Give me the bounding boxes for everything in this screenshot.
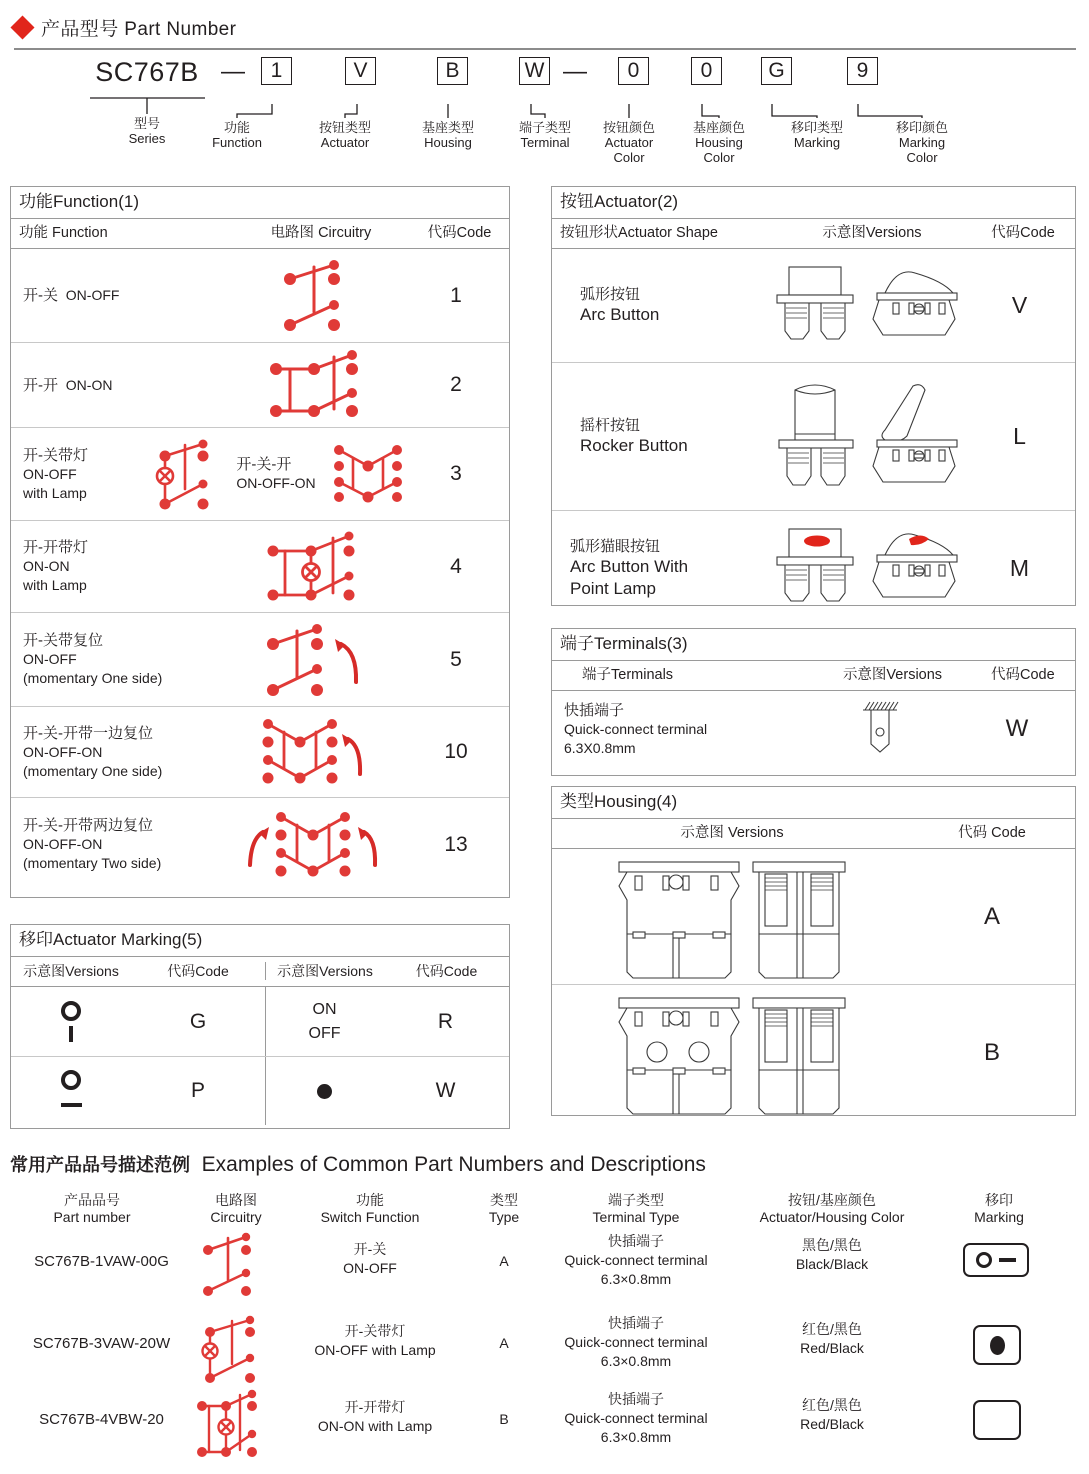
table-row bbox=[11, 428, 509, 521]
point-lamp-indicator bbox=[804, 536, 830, 547]
example-terminal: 快插端子 Quick-connect terminal 6.3×0.8mm bbox=[564, 1233, 708, 1287]
circuit-diagram-on-off-on bbox=[329, 428, 406, 520]
table-row bbox=[552, 849, 1075, 985]
example-function: 开-关带灯 ON-OFF with Lamp bbox=[314, 1323, 436, 1358]
example-terminal: 快插端子 Quick-connect terminal 6.3×0.8mm bbox=[564, 1391, 708, 1445]
examples-title-cn: 常用产品品号描述范例 bbox=[10, 1155, 190, 1175]
pn-series: SC767B bbox=[95, 57, 199, 87]
example-color: 红色/黑色 Red/Black bbox=[800, 1397, 864, 1432]
function-label: 开-关带灯 ON-OFF with Lamp bbox=[23, 446, 88, 501]
actuator-table-title: 按钮Actuator(2) bbox=[552, 187, 1075, 219]
pn-token-function: 1 bbox=[261, 57, 292, 85]
function-label: 开-关 ON-OFF bbox=[23, 287, 120, 304]
housing-drawing-a bbox=[552, 849, 912, 984]
part-number-breakdown bbox=[0, 52, 1089, 172]
circuit-diagram-on-off-mom1 bbox=[226, 613, 406, 706]
function-code: 13 bbox=[444, 832, 468, 856]
col-header-versions: 示意图 Versions bbox=[680, 825, 784, 841]
legend-terminal: 端子类型 Terminal bbox=[518, 120, 571, 150]
function-table bbox=[10, 186, 510, 898]
marking-table-header-row bbox=[11, 957, 509, 987]
terminal-drawing bbox=[797, 691, 962, 767]
ex-col-header-marking: 移印 Marking bbox=[974, 1192, 1024, 1225]
marking-symbol-filled-dot bbox=[265, 1057, 383, 1125]
marking-text-off: OFF bbox=[308, 1024, 341, 1042]
example-marking-circle-dash bbox=[963, 1243, 1029, 1277]
pn-token-terminal: W bbox=[519, 57, 550, 85]
col-header-code-left: 代码Code bbox=[167, 963, 229, 979]
example-part-number: SC767B-3VAW-20W bbox=[32, 1335, 171, 1352]
part-number-string bbox=[0, 52, 1089, 92]
marking-symbol-on-off bbox=[265, 987, 383, 1056]
actuator-drawing-arc bbox=[767, 249, 967, 362]
marking-symbol-circle-bar bbox=[11, 987, 131, 1056]
pn-token-actuator: V bbox=[345, 57, 376, 85]
ex-col-header-type: 类型 Type bbox=[488, 1192, 520, 1225]
pn-token-marking-color: 9 bbox=[847, 57, 878, 85]
function-label: 开-开带灯 ON-ON with Lamp bbox=[23, 539, 88, 593]
dash-icon bbox=[999, 1258, 1016, 1262]
table-row bbox=[11, 987, 509, 1057]
function-label: 开-关-开带一边复位 ON-OFF-ON (momentary One side) bbox=[23, 724, 163, 779]
example-marking-blank bbox=[973, 1400, 1021, 1440]
function-label: 开-关带复位 ON-OFF (momentary One side) bbox=[23, 632, 163, 686]
examples-title bbox=[10, 1152, 706, 1178]
circuit-diagram-on-off-lamp bbox=[151, 428, 223, 520]
housing-table-header-row bbox=[552, 819, 1075, 849]
marking-table-title: 移印Actuator Marking(5) bbox=[11, 925, 509, 957]
col-header-versions: 示意图Versions bbox=[842, 667, 943, 683]
table-row bbox=[11, 249, 509, 343]
col-header-versions: 示意图Versions bbox=[822, 225, 922, 241]
function-label: 开-关-开带两边复位 ON-OFF-ON (momentary Two side) bbox=[23, 817, 162, 871]
col-header-code: 代码 Code bbox=[958, 825, 1026, 841]
terminal-label: 快插端子 Quick-connect terminal 6.3X0.8mm bbox=[564, 701, 708, 756]
legend-housing-color: 基座颜色 Housing Color bbox=[692, 120, 745, 165]
marking-code-right: R bbox=[437, 1009, 454, 1033]
example-function: 开-关 ON-OFF bbox=[343, 1241, 397, 1276]
col-header-code: 代码Code bbox=[427, 225, 492, 241]
actuator-label: 弧形猫眼按钮 Arc Button With Point Lamp bbox=[570, 537, 689, 598]
terminals-table bbox=[551, 628, 1076, 776]
circuit-diagram-on-on-lamp bbox=[226, 521, 406, 612]
marking-code-left: P bbox=[190, 1079, 205, 1102]
pn-token-marking: G bbox=[761, 57, 792, 85]
col-header-circuitry: 电路图 Circuitry bbox=[270, 225, 372, 241]
pn-token-housing-color: 0 bbox=[691, 57, 722, 85]
housing-code: A bbox=[983, 902, 1000, 930]
table-row bbox=[552, 363, 1075, 511]
table-row bbox=[552, 511, 1075, 625]
ring-icon bbox=[976, 1252, 992, 1268]
col-header-code: 代码Code bbox=[991, 225, 1055, 241]
ex-col-header-terminal-type: 端子类型 Terminal Type bbox=[592, 1192, 680, 1225]
ex-col-header-part-number: 产品品号 Part number bbox=[53, 1192, 131, 1225]
function-code: 10 bbox=[444, 740, 468, 763]
col-header-function: 功能 Function bbox=[19, 225, 108, 241]
pn-token-actuator-color: 0 bbox=[618, 57, 649, 85]
table-row bbox=[552, 985, 1075, 1121]
example-part-number: SC767B-1VAW-00G bbox=[34, 1253, 169, 1270]
circuit-diagram-on-off-on-mom2 bbox=[226, 798, 406, 891]
terminals-table-title: 端子Terminals(3) bbox=[552, 629, 1075, 661]
marking-table bbox=[10, 924, 510, 1129]
marking-text-on: ON bbox=[312, 1000, 337, 1018]
pn-token-housing: B bbox=[437, 57, 468, 85]
pn-dash-1: — bbox=[221, 58, 245, 85]
example-marking-filled-dot bbox=[973, 1325, 1021, 1365]
function-label: 开-开 ON-ON bbox=[23, 376, 113, 394]
function-code: 5 bbox=[450, 647, 462, 671]
function-table-header-row bbox=[11, 219, 509, 249]
circuit-diagram-on-off bbox=[226, 249, 406, 342]
actuator-drawing-rocker bbox=[767, 363, 967, 510]
example-type: A bbox=[499, 1253, 509, 1269]
actuator-table-header-row bbox=[552, 219, 1075, 249]
example-type: B bbox=[499, 1411, 509, 1427]
housing-drawing-b bbox=[552, 985, 912, 1121]
example-type: A bbox=[499, 1335, 509, 1351]
legend-series: 型号 Series bbox=[128, 116, 166, 146]
housing-table bbox=[551, 786, 1076, 1116]
terminal-code: W bbox=[1005, 715, 1029, 742]
ex-col-header-circuitry: 电路图 Circuitry bbox=[210, 1192, 262, 1225]
filled-dot-icon bbox=[990, 1336, 1005, 1355]
ex-col-header-color: 按钮/基座颜色 Actuator/Housing Color bbox=[759, 1192, 905, 1225]
circuit-diagram-on-on bbox=[226, 343, 406, 427]
col-header-versions-left: 示意图Versions bbox=[23, 963, 119, 979]
actuator-code: V bbox=[1011, 292, 1028, 318]
col-header-code: 代码Code bbox=[991, 667, 1055, 683]
legend-marking-color: 移印颜色 Marking Color bbox=[895, 120, 948, 165]
actuator-table bbox=[551, 186, 1076, 606]
table-row bbox=[11, 707, 509, 798]
housing-code: B bbox=[983, 1039, 1000, 1066]
circuit-diagram-on-off-on-mom1 bbox=[226, 707, 406, 797]
col-header-actuator-shape: 按钮形状Actuator Shape bbox=[560, 225, 718, 241]
example-circuit-on-on-lamp bbox=[192, 1386, 272, 1467]
example-function: 开-开带灯 ON-ON with Lamp bbox=[317, 1399, 433, 1434]
actuator-drawing-arc-lamp bbox=[767, 511, 967, 625]
legend-actuator-color: 按钮颜色 Actuator Color bbox=[602, 120, 655, 165]
col-header-terminals: 端子Terminals bbox=[582, 667, 674, 683]
function-table-title: 功能Function(1) bbox=[11, 187, 509, 219]
ex-col-header-switch-function: 功能 Switch Function bbox=[320, 1192, 420, 1225]
actuator-label: 摇杆按钮 Rocker Button bbox=[580, 417, 688, 455]
filled-dot-icon bbox=[317, 1084, 332, 1099]
red-diamond-bullet-icon bbox=[10, 15, 34, 39]
examples-title-en: Examples of Common Part Numbers and Descriptions bbox=[201, 1153, 706, 1176]
housing-table-title: 类型Housing(4) bbox=[552, 787, 1075, 819]
actuator-label: 弧形按钮 Arc Button bbox=[580, 286, 660, 324]
table-row bbox=[11, 798, 509, 891]
example-color: 红色/黑色 Red/Black bbox=[800, 1321, 864, 1356]
marking-code-left: G bbox=[189, 1009, 207, 1033]
function-code: 4 bbox=[450, 554, 462, 578]
table-row bbox=[11, 613, 509, 707]
actuator-code: M bbox=[1009, 554, 1030, 581]
page-header bbox=[14, 14, 236, 41]
example-color: 黑色/黑色 Black/Black bbox=[795, 1237, 869, 1272]
legend-function: 功能 Function bbox=[212, 120, 262, 150]
function-code: 1 bbox=[450, 283, 462, 307]
table-row bbox=[552, 691, 1075, 767]
header-divider bbox=[14, 48, 1076, 50]
legend-marking: 移印类型 Marking bbox=[790, 120, 843, 150]
example-circuit-on-off-lamp bbox=[198, 1310, 270, 1391]
col-header-versions-right: 示意图Versions bbox=[265, 962, 384, 980]
table-row bbox=[11, 343, 509, 428]
col-header-code-right: 代码Code bbox=[415, 963, 478, 979]
example-part-number: SC767B-4VBW-20 bbox=[39, 1411, 164, 1428]
page-title: 产品型号 Part Number bbox=[41, 19, 237, 40]
table-row bbox=[552, 249, 1075, 363]
example-terminal: 快插端子 Quick-connect terminal 6.3×0.8mm bbox=[564, 1315, 708, 1369]
function-code: 2 bbox=[450, 373, 462, 396]
example-circuit-on-off bbox=[196, 1228, 266, 1303]
marking-symbol-circle-dash bbox=[11, 1057, 131, 1125]
table-row bbox=[11, 1057, 509, 1125]
table-row bbox=[11, 521, 509, 613]
marking-code-right: W bbox=[435, 1079, 456, 1102]
function-code: 3 bbox=[450, 462, 462, 485]
pn-dash-2: — bbox=[563, 58, 587, 85]
legend-housing: 基座类型 Housing bbox=[421, 120, 474, 150]
legend-actuator: 按钮类型 Actuator bbox=[318, 120, 371, 150]
function-label-secondary: 开-关-开 ON-OFF-ON bbox=[236, 456, 316, 491]
actuator-code: L bbox=[1013, 423, 1026, 449]
terminals-table-header-row bbox=[552, 661, 1075, 691]
